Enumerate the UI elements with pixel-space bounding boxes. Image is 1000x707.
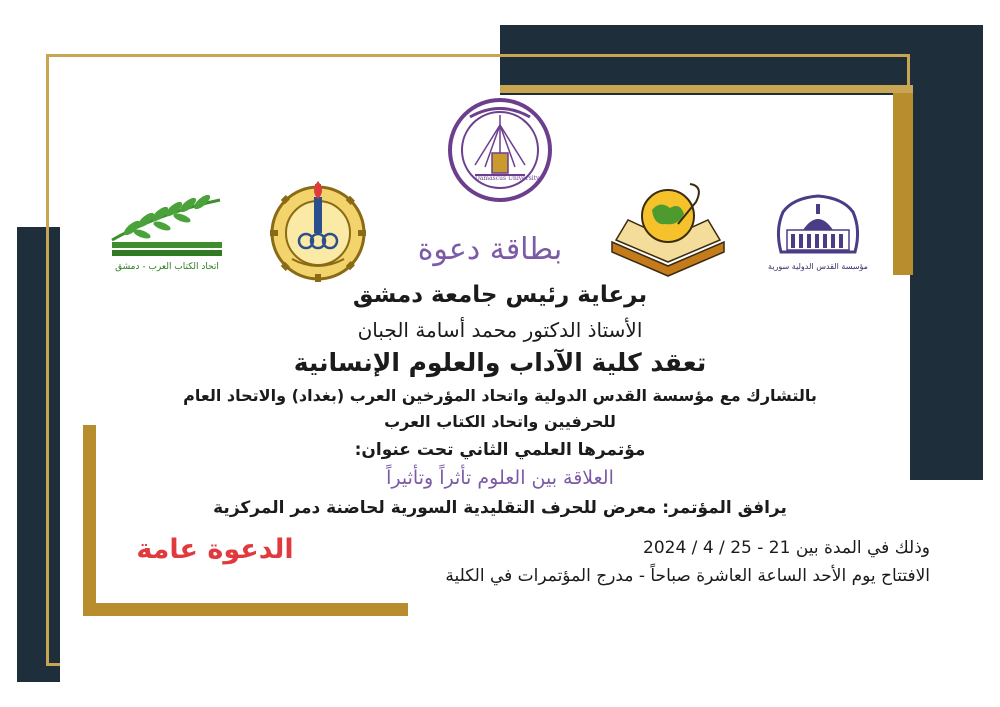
public-invitation: الدعوة عامة: [136, 534, 294, 565]
conference-title: العلاقة بين العلوم تأثراً وتأثيراً: [386, 467, 614, 489]
open-book-quill-map-icon: [608, 180, 728, 280]
gear-torch-emblem-icon: [268, 175, 368, 285]
damascus-university-caption: Damascus University: [475, 175, 540, 182]
gold-accent-bottom: [83, 603, 408, 616]
date-line-1: وذلك في المدة بين 21 - 25 / 4 / 2024: [643, 538, 930, 558]
conference-line: مؤتمرها العلمي الثاني تحت عنوان:: [354, 440, 646, 460]
president-name: الأستاذ الدكتور محمد أسامة الجبان: [357, 318, 643, 342]
quds-foundation-logo: [763, 190, 873, 285]
gold-accent-right: [893, 85, 913, 275]
partnership-line-1: بالتشارك مع مؤسسة القدس الدولية واتحاد المؤرخين العرب (بغداد) والاتحاد العام: [183, 386, 817, 405]
faculty-line: تعقد كلية الآداب والعلوم الإنسانية: [293, 348, 707, 377]
craftsmen-union-logo: [268, 175, 368, 285]
invitation-card-title: بطاقة دعوة: [417, 232, 563, 267]
partnership-line-2: للحرفيين واتحاد الكتاب العرب: [384, 412, 616, 431]
university-seal-icon: [445, 95, 555, 205]
damascus-university-logo: [445, 95, 555, 205]
patronage-line: برعاية رئيس جامعة دمشق: [352, 282, 648, 308]
historians-union-logo: [608, 180, 728, 280]
date-line-2: الافتتاح يوم الأحد الساعة العاشرة صباحاً - مدرج المؤتمرات في الكلية: [445, 566, 930, 586]
writers-union-caption: اتحاد الكتاب العرب - دمشق: [115, 262, 219, 272]
quds-foundation-caption: مؤسسة القدس الدولية سورية: [768, 262, 868, 271]
dome-of-rock-icon: [763, 190, 873, 260]
exhibition-line: يرافق المؤتمر: معرض للحرف التقليدية السورية لحاضنة دمر المركزية: [213, 498, 787, 518]
gold-accent-top: [500, 85, 913, 93]
olive-branch-books-icon: [102, 192, 232, 262]
writers-union-logo: [102, 192, 232, 282]
